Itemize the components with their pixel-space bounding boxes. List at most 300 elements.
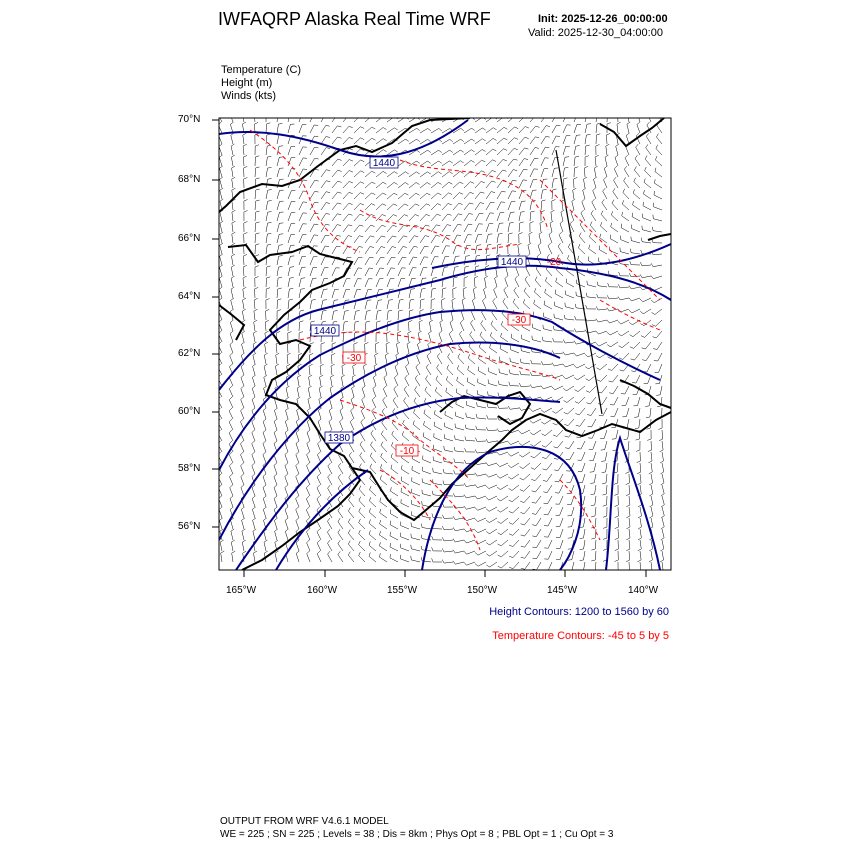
wind-barb-flag	[536, 115, 540, 116]
wind-barb	[365, 257, 370, 265]
wind-barb	[359, 489, 365, 496]
wind-barb	[447, 368, 453, 375]
wind-barb	[243, 289, 244, 298]
wind-barb-flag	[564, 167, 568, 168]
wind-barb	[370, 456, 376, 463]
wind-barb	[343, 279, 346, 287]
wind-barb-flag	[274, 408, 277, 411]
wind-barb-flag	[256, 211, 260, 212]
wind-barb	[645, 159, 651, 166]
wind-barb	[551, 212, 552, 221]
wind-barb	[488, 383, 497, 386]
wind-barb	[354, 311, 356, 320]
wind-barb	[497, 138, 504, 144]
wind-barb	[306, 510, 310, 518]
wind-barb-flag	[649, 571, 653, 573]
wind-barb-flag	[401, 488, 402, 492]
wind-barb-flag	[614, 571, 618, 573]
wind-barb	[332, 170, 338, 177]
wind-barb	[530, 212, 531, 221]
wind-barb	[360, 456, 365, 463]
wind-barb-flag	[427, 353, 430, 356]
wind-barb-flag	[591, 494, 595, 495]
wind-barb	[576, 331, 585, 332]
wind-barb	[359, 545, 365, 551]
wind-barb	[288, 169, 291, 177]
wind-barb	[583, 496, 585, 505]
wind-barb-flag	[629, 298, 632, 301]
wind-barb-flag	[414, 246, 418, 247]
wind-barb-flag	[520, 371, 521, 375]
wind-barb	[552, 158, 555, 167]
wind-barb-flag	[491, 192, 495, 193]
wind-barb-flag	[523, 299, 525, 303]
wind-barb-flag	[299, 332, 303, 333]
wind-barb-flag	[338, 463, 341, 466]
wind-barb-flag	[544, 301, 545, 305]
wind-barb	[497, 191, 502, 199]
wind-barb-flag	[641, 324, 645, 326]
wind-barb-flag	[653, 337, 657, 338]
wind-barb	[524, 496, 530, 503]
wind-barb-flag	[475, 553, 478, 556]
wind-barb	[638, 397, 641, 406]
wind-barb	[343, 311, 345, 320]
wind-barb-flag	[530, 421, 533, 424]
wind-barb	[398, 311, 399, 320]
wind-barb-flag	[243, 265, 247, 267]
wind-barb	[535, 280, 541, 287]
wind-barb-flag	[326, 125, 330, 126]
wind-barb	[343, 246, 348, 254]
wind-barb	[530, 158, 535, 166]
wind-barb-flag	[596, 356, 599, 358]
wind-barb	[398, 225, 404, 232]
variable-temperature: Temperature (C)	[221, 64, 302, 76]
wind-barb	[587, 331, 596, 333]
wind-barb-flag	[326, 114, 330, 115]
wind-barb-flag	[286, 408, 289, 410]
wind-barb	[524, 518, 530, 525]
wind-barb	[512, 496, 519, 502]
wind-barb-flag	[498, 393, 499, 397]
wind-barb	[475, 160, 482, 166]
wind-barb	[662, 452, 664, 461]
wind-barb	[327, 521, 332, 529]
wind-barb-flag	[338, 203, 342, 204]
wind-barb	[241, 389, 244, 397]
wind-barb-flag	[383, 128, 386, 130]
wind-barb-flag	[651, 263, 653, 266]
wind-barb	[341, 377, 343, 386]
lat-label: 70°N	[178, 114, 201, 125]
wind-barb-flag	[267, 244, 271, 245]
wind-barb	[340, 422, 343, 430]
wind-barb-flag	[326, 170, 330, 171]
wind-barb-flag	[530, 409, 533, 412]
wind-barb	[478, 496, 487, 499]
wind-barb	[338, 533, 343, 540]
wind-barb-flag	[372, 127, 376, 129]
wind-barb	[398, 300, 400, 309]
wind-barb-flag	[543, 189, 547, 190]
wind-barb	[658, 353, 662, 361]
lat-label: 58°N	[178, 463, 201, 474]
wind-barb-flag	[253, 353, 256, 355]
wind-barb-flag	[231, 540, 234, 542]
wind-barb-flag	[465, 448, 466, 452]
wind-barb-flag	[614, 494, 618, 495]
lat-label: 68°N	[178, 174, 201, 185]
wind-barb-flag	[524, 288, 526, 292]
wind-barb-flag	[626, 560, 630, 562]
wind-barb-flag	[654, 361, 658, 362]
wind-barb-flag	[583, 188, 586, 190]
wind-barb-flag	[637, 111, 640, 114]
wind-barb	[453, 278, 454, 287]
wind-barb-flag	[349, 485, 351, 488]
wind-barb	[532, 375, 541, 376]
wind-barb	[570, 452, 574, 460]
wind-barb-flag	[584, 177, 588, 179]
wind-barb	[656, 137, 662, 144]
wind-barb	[656, 331, 662, 338]
wind-barb	[610, 239, 618, 243]
wind-barb-flag	[326, 148, 330, 149]
wind-barb-flag	[520, 512, 524, 513]
wind-barb	[525, 551, 530, 558]
wind-barb	[589, 237, 596, 243]
wind-barb	[477, 485, 486, 488]
wind-barb-flag	[361, 138, 365, 140]
wind-barb-flag	[630, 249, 631, 253]
wind-barb	[390, 558, 398, 562]
wind-barb-flag	[274, 441, 277, 444]
wind-barb	[252, 455, 255, 463]
wind-barb	[646, 136, 651, 144]
wind-barb-flag	[275, 529, 278, 531]
wind-barb	[646, 353, 651, 361]
wind-barb-flag	[274, 518, 277, 521]
wind-barb-flag	[373, 375, 376, 378]
wind-barb-flag	[497, 452, 500, 455]
wind-barb	[263, 499, 266, 508]
wind-barb	[230, 477, 234, 485]
wind-barb-flag	[403, 420, 405, 424]
wind-barb	[343, 214, 349, 221]
wind-barb-flag	[382, 225, 386, 226]
wind-barb-flag	[568, 244, 570, 248]
wind-barb	[534, 452, 541, 458]
wind-barb-flag	[390, 521, 391, 525]
wind-barb	[600, 364, 607, 370]
wind-barb	[383, 389, 387, 397]
wind-barb-flag	[242, 122, 246, 124]
wind-barb	[252, 433, 255, 441]
init-time: Init: 2025-12-26_00:00:00	[538, 13, 668, 25]
wind-barb	[299, 235, 303, 243]
wind-barb-flag	[392, 431, 394, 435]
wind-barb	[479, 347, 486, 353]
wind-barb-flag	[464, 551, 467, 554]
wind-barb-flag	[378, 310, 382, 311]
wind-barb-flag	[263, 507, 266, 510]
wind-barb	[511, 350, 519, 353]
wind-barb	[489, 518, 497, 523]
wind-barb	[365, 214, 371, 221]
wind-barb	[285, 444, 288, 453]
wind-barb	[490, 336, 497, 342]
wind-barb-flag	[220, 199, 223, 201]
wind-barb-flag	[405, 172, 408, 174]
wind-barb-flag	[590, 472, 594, 473]
wind-barb-flag	[509, 511, 513, 513]
wind-barb	[489, 496, 497, 500]
wind-barb-flag	[328, 540, 331, 543]
wind-barb	[497, 202, 501, 210]
wind-barb-flag	[301, 278, 305, 279]
wind-barb-flag	[252, 474, 255, 477]
wind-barb	[398, 279, 401, 288]
wind-barb	[384, 378, 387, 387]
wind-barb	[475, 128, 482, 133]
wind-barb	[277, 300, 278, 309]
wind-barb	[426, 367, 431, 375]
wind-barb-flag	[307, 529, 310, 532]
wind-barb	[595, 157, 596, 166]
wind-barb-flag	[351, 408, 354, 411]
wind-barb-flag	[532, 491, 536, 492]
wind-barb	[398, 183, 405, 189]
wind-barb	[566, 375, 574, 379]
wind-barb	[508, 223, 510, 232]
wind-barb	[332, 137, 338, 144]
wind-barb	[286, 410, 289, 419]
wind-barb	[255, 168, 256, 177]
wind-barb	[310, 300, 312, 309]
wind-barb	[434, 449, 442, 452]
wind-barb-flag	[413, 257, 417, 258]
wind-barb-flag	[307, 540, 310, 543]
wind-barb	[409, 257, 413, 265]
wind-barb	[478, 383, 486, 387]
wind-barb-flag	[530, 222, 534, 224]
wind-barb-flag	[453, 550, 455, 553]
wind-barb	[522, 327, 530, 331]
wind-barb	[230, 499, 233, 508]
wind-barb	[318, 422, 321, 431]
wind-barb-flag	[298, 353, 302, 355]
wind-barb	[662, 529, 664, 538]
wind-barb-flag	[220, 177, 223, 179]
wind-barb-flag	[563, 364, 566, 367]
wind-barb-flag	[528, 243, 531, 245]
wind-barb	[613, 192, 618, 199]
wind-barb-flag	[314, 224, 318, 225]
wind-barb-flag	[553, 423, 557, 425]
wind-barb	[338, 555, 343, 562]
wind-barb-flag	[603, 516, 607, 517]
wind-barb	[632, 229, 640, 232]
wind-barb	[394, 389, 398, 397]
wind-barb	[321, 257, 325, 265]
wind-barb-flag	[359, 497, 361, 501]
wind-barb	[621, 228, 629, 232]
wind-barb	[409, 139, 417, 144]
wind-barb	[423, 448, 431, 452]
wind-barb	[255, 234, 256, 243]
wind-barb	[242, 344, 245, 353]
wind-barb-flag	[349, 160, 353, 162]
wind-barb-flag	[592, 199, 595, 202]
wind-barb	[288, 235, 291, 244]
wind-barb-flag	[244, 178, 248, 180]
wind-barb	[287, 344, 288, 353]
wind-barb	[277, 190, 280, 199]
wind-barb	[321, 170, 326, 177]
wind-barb-flag	[480, 332, 482, 336]
wind-barb	[541, 179, 543, 188]
wind-barb	[229, 466, 233, 474]
wind-barb	[534, 292, 541, 298]
wind-barb	[523, 474, 530, 480]
wind-barb-flag	[626, 538, 630, 540]
wind-barb	[578, 248, 585, 254]
wind-barb-flag	[391, 453, 392, 457]
wind-barb-flag	[597, 282, 598, 286]
wind-barb-flag	[464, 495, 466, 498]
wind-barb-flag	[333, 321, 337, 322]
wind-barb	[621, 309, 630, 312]
wind-barb	[307, 532, 311, 540]
wind-barb	[338, 466, 343, 474]
wind-barb	[288, 256, 290, 265]
wind-barb-flag	[307, 551, 310, 554]
wind-barb-flag	[563, 388, 566, 391]
wind-barb	[387, 300, 389, 309]
wind-barb-flag	[553, 338, 554, 342]
wind-barb	[501, 540, 508, 546]
wind-barb-flag	[276, 353, 280, 355]
wind-barb-flag	[580, 560, 584, 561]
wind-barb-flag	[486, 474, 489, 477]
wind-barb	[587, 297, 596, 298]
wind-barb	[631, 241, 640, 243]
wind-barb	[486, 138, 493, 144]
wind-barb-flag	[508, 477, 511, 479]
wind-barb	[299, 147, 303, 155]
wind-barb-flag	[360, 127, 364, 129]
wind-barb	[387, 311, 388, 320]
wind-barb-flag	[513, 170, 517, 171]
wind-barb-flag	[410, 299, 414, 300]
wind-barb	[662, 430, 663, 439]
wind-barb-flag	[532, 502, 536, 503]
wind-barb-flag	[608, 369, 612, 371]
wind-barb	[332, 289, 335, 298]
wind-barb	[577, 364, 585, 368]
wind-barb-flag	[440, 320, 443, 322]
wind-barb	[455, 463, 464, 464]
wind-barb	[263, 433, 266, 442]
wind-barb-flag	[624, 177, 626, 180]
wind-barb-flag	[378, 300, 382, 301]
wind-barb-flag	[615, 549, 619, 551]
wind-barb	[563, 146, 566, 155]
wind-barb-flag	[317, 485, 320, 488]
wind-barb-flag	[555, 290, 556, 294]
wind-barb	[431, 161, 439, 166]
wind-barb	[231, 157, 233, 166]
wind-barb-flag	[574, 365, 577, 368]
wind-barb	[537, 562, 542, 570]
wind-barb-flag	[359, 247, 363, 248]
wind-barb	[306, 499, 310, 507]
wind-barb-flag	[648, 461, 652, 463]
wind-barb	[489, 485, 497, 489]
wind-barb	[354, 236, 359, 243]
wind-barb	[218, 444, 222, 452]
wind-barb	[623, 192, 629, 199]
wind-barb	[353, 366, 354, 375]
wind-barb-flag	[338, 181, 342, 182]
wind-barb-flag	[289, 288, 293, 289]
wind-barb	[343, 126, 349, 133]
wind-barb	[511, 441, 519, 445]
wind-barb	[453, 171, 460, 177]
wind-barb-flag	[416, 193, 420, 195]
wind-barb-flag	[486, 520, 489, 523]
wind-barb	[504, 290, 508, 298]
wind-barb	[420, 246, 425, 254]
wind-barb-flag	[285, 474, 288, 477]
wind-barb	[572, 201, 574, 210]
wind-barb-flag	[241, 386, 244, 389]
wind-barb-flag	[532, 525, 536, 526]
wind-barb	[241, 477, 244, 485]
wind-barb-flag	[416, 204, 420, 206]
wind-barb	[508, 127, 515, 133]
wind-barb-flag	[646, 144, 648, 147]
wind-barb-flag	[476, 426, 477, 430]
wind-barb-flag	[513, 180, 517, 181]
lon-label: 150°W	[467, 585, 498, 596]
wind-barb	[490, 551, 497, 556]
wind-barb	[310, 278, 313, 287]
wind-barb	[274, 499, 277, 508]
wind-barb-flag	[372, 193, 376, 195]
wind-barb-flag	[427, 183, 430, 185]
wind-barb	[494, 290, 497, 298]
wind-barb	[288, 224, 291, 233]
wind-barb	[464, 245, 467, 254]
wind-barb-flag	[338, 159, 342, 160]
wind-barb-flag	[429, 331, 432, 333]
wind-barb-flag	[493, 138, 496, 140]
wind-barb	[457, 381, 464, 386]
wind-barb-flag	[519, 233, 523, 235]
wind-barb-flag	[317, 507, 320, 510]
wind-barb	[629, 540, 630, 549]
wind-barb-flag	[574, 378, 577, 380]
wind-barb	[590, 397, 596, 404]
wind-barb	[232, 234, 233, 243]
wind-barb	[348, 544, 354, 551]
wind-barb	[455, 540, 464, 542]
wind-barb	[559, 485, 563, 493]
wind-barb-flag	[504, 287, 507, 290]
wind-barb	[467, 540, 476, 543]
